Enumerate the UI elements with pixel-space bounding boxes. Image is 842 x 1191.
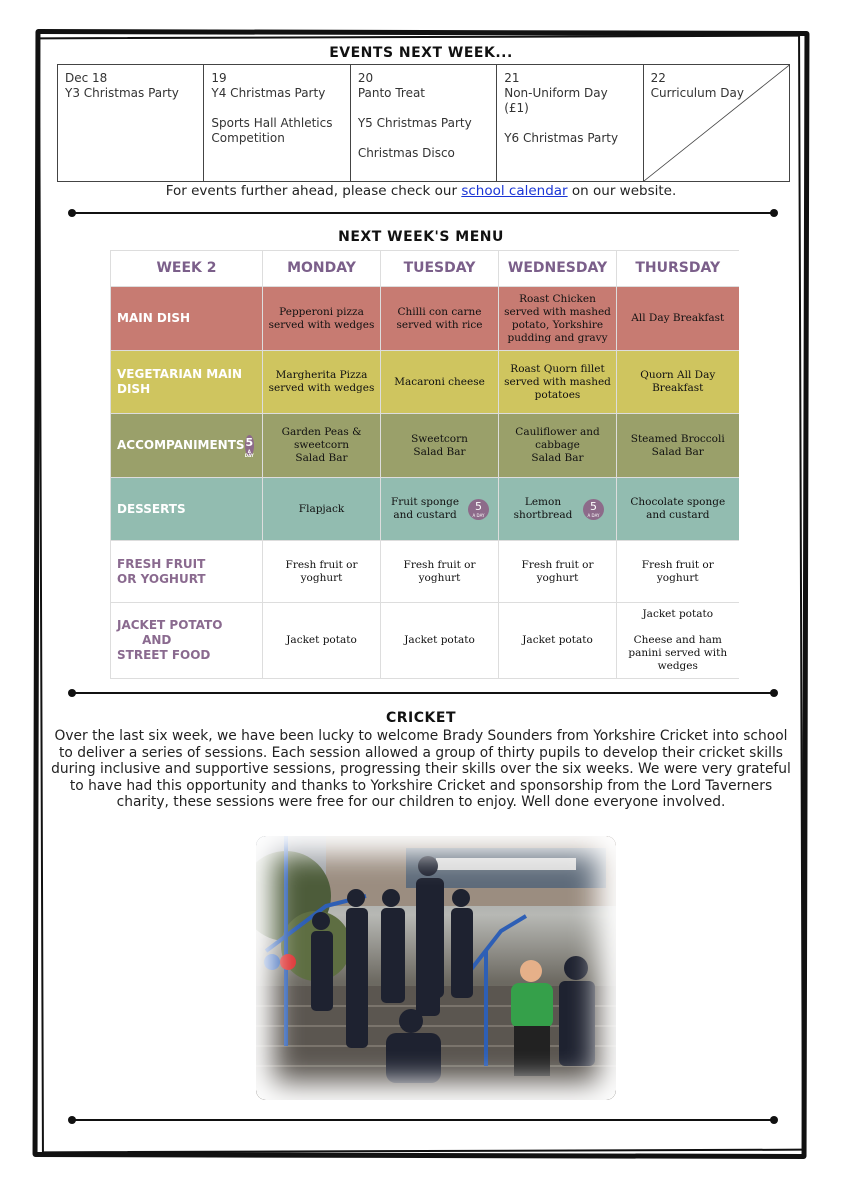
menu-row-desserts bbox=[111, 478, 739, 541]
event-item: Panto Treat bbox=[357, 86, 426, 100]
menu-cell: Flapjack bbox=[263, 478, 381, 541]
notice-text-before: For events further ahead, please check our bbox=[165, 183, 458, 199]
menu-cell: Jacket potato bbox=[263, 603, 381, 679]
event-day-2 bbox=[204, 65, 350, 181]
menu-cell: Roast Chicken served with mashed potato, Yorkshire pudding and gravy bbox=[499, 287, 617, 351]
diagonal-slash bbox=[644, 65, 789, 181]
menu-row-jacket-potato bbox=[111, 603, 739, 679]
menu-cell-text: Fruit sponge and custard bbox=[390, 496, 460, 521]
menu-cell: All Day Breakfast bbox=[617, 287, 739, 351]
five-a-day-badge-icon: 5 A DAY bbox=[468, 499, 489, 520]
menu-cell: Chocolate sponge and custard bbox=[617, 478, 739, 541]
menu-row-accompaniments bbox=[111, 414, 739, 478]
menu-cell: Steamed Broccoli Salad Bar bbox=[617, 414, 739, 478]
section-divider bbox=[68, 208, 778, 218]
event-item: Non-Uniform Day (£1) bbox=[504, 86, 608, 115]
menu-cell: Jacket potato bbox=[499, 603, 617, 679]
menu-row-main-dish bbox=[111, 287, 739, 351]
section-divider bbox=[68, 688, 778, 698]
day-header-monday: MONDAY bbox=[263, 251, 381, 287]
section-divider bbox=[68, 1115, 778, 1125]
notice-text-after: on our website. bbox=[571, 183, 677, 199]
event-date: 22 bbox=[650, 71, 666, 85]
week-label: WEEK 2 bbox=[111, 251, 263, 287]
row-label: ACCOMPANIMENTS bbox=[117, 438, 245, 452]
cricket-group-photo bbox=[256, 836, 616, 1100]
events-table bbox=[57, 64, 790, 182]
event-day-3 bbox=[351, 65, 497, 181]
menu-cell: Sweetcorn Salad Bar bbox=[381, 414, 499, 478]
menu-cell: Jacket potato Cheese and ham panini served with wedges bbox=[617, 603, 739, 679]
menu-cell-with-badge bbox=[499, 478, 617, 541]
menu-cell: Chilli con carne served with rice bbox=[381, 287, 499, 351]
day-header-wednesday: WEDNESDAY bbox=[499, 251, 617, 287]
menu-cell-with-badge bbox=[381, 478, 499, 541]
five-a-day-badge-icon: 5 A DAY bbox=[583, 499, 604, 520]
cricket-heading: CRICKET bbox=[386, 710, 456, 726]
menu-cell: Margherita Pizza served with wedges bbox=[263, 351, 381, 414]
menu-cell: Fresh fruit or yoghurt bbox=[263, 541, 381, 603]
menu-cell: Quorn All Day Breakfast bbox=[617, 351, 739, 414]
menu-cell: Cauliflower and cabbage Salad Bar bbox=[499, 414, 617, 478]
event-item: Curriculum Day bbox=[650, 86, 744, 100]
menu-row-fruit bbox=[111, 541, 739, 603]
menu-row-vegetarian bbox=[111, 351, 739, 414]
menu-cell: Fresh fruit or yoghurt bbox=[617, 541, 739, 603]
event-day-4 bbox=[497, 65, 643, 181]
row-label: MAIN DISH bbox=[111, 287, 263, 351]
event-date: 19 bbox=[211, 71, 227, 85]
event-date: 21 bbox=[504, 71, 520, 85]
event-date: Dec 18 bbox=[65, 71, 108, 85]
menu-cell-text: Lemon shortbread bbox=[513, 496, 573, 521]
menu-heading: NEXT WEEK'S MENU bbox=[338, 229, 504, 245]
row-label-with-badge bbox=[111, 414, 263, 478]
menu-cell: Macaroni cheese bbox=[381, 351, 499, 414]
event-item: Y4 Christmas Party bbox=[211, 86, 326, 100]
cricket-paragraph: Over the last six week, we have been lucky to welcome Brady Sounders from Yorkshire Cricket into school to deliver a series of sessions. Each session allowed a group of thirty pupils to develop their cricket skills during inclusive and supportive sessions, progressing their skills over the six weeks. We were very grateful to have had this opportunity and thanks to Yorkshire Cricket and sponsorship from the Lord Taverners charity, these sessions were free for our children to enjoy. Well done everyone involved. bbox=[51, 728, 791, 810]
row-label: JACKET POTATO AND STREET FOOD bbox=[111, 603, 263, 679]
menu-cell: Pepperoni pizza served with wedges bbox=[263, 287, 381, 351]
school-calendar-link[interactable]: school calendar bbox=[461, 183, 568, 199]
menu-table bbox=[110, 250, 739, 679]
menu-cell: Jacket potato bbox=[381, 603, 499, 679]
menu-cell: Fresh fruit or yoghurt bbox=[499, 541, 617, 603]
five-a-day-badge-icon: 5 A DAY bbox=[244, 436, 254, 458]
event-day-5 bbox=[644, 65, 789, 181]
event-date: 20 bbox=[357, 71, 374, 85]
menu-cell: Fresh fruit or yoghurt bbox=[381, 541, 499, 603]
event-item: Y6 Christmas Party bbox=[504, 131, 619, 145]
row-label: DESSERTS bbox=[111, 478, 263, 541]
event-day-1 bbox=[58, 65, 204, 181]
menu-cell: Roast Quorn fillet served with mashed potatoes bbox=[499, 351, 617, 414]
menu-cell: Garden Peas & sweetcorn Salad Bar bbox=[263, 414, 381, 478]
event-item: Y5 Christmas Party bbox=[357, 116, 472, 130]
row-label: VEGETARIAN MAIN DISH bbox=[111, 351, 263, 414]
event-item: Christmas Disco bbox=[357, 146, 455, 160]
day-header-thursday: THURSDAY bbox=[617, 251, 739, 287]
events-notice bbox=[0, 183, 842, 199]
event-item: Y3 Christmas Party bbox=[65, 86, 179, 100]
day-header-tuesday: TUESDAY bbox=[381, 251, 499, 287]
event-item: Sports Hall Athletics Competition bbox=[211, 116, 333, 145]
events-heading: EVENTS NEXT WEEK... bbox=[329, 45, 513, 61]
row-label: FRESH FRUIT OR YOGHURT bbox=[111, 541, 263, 603]
